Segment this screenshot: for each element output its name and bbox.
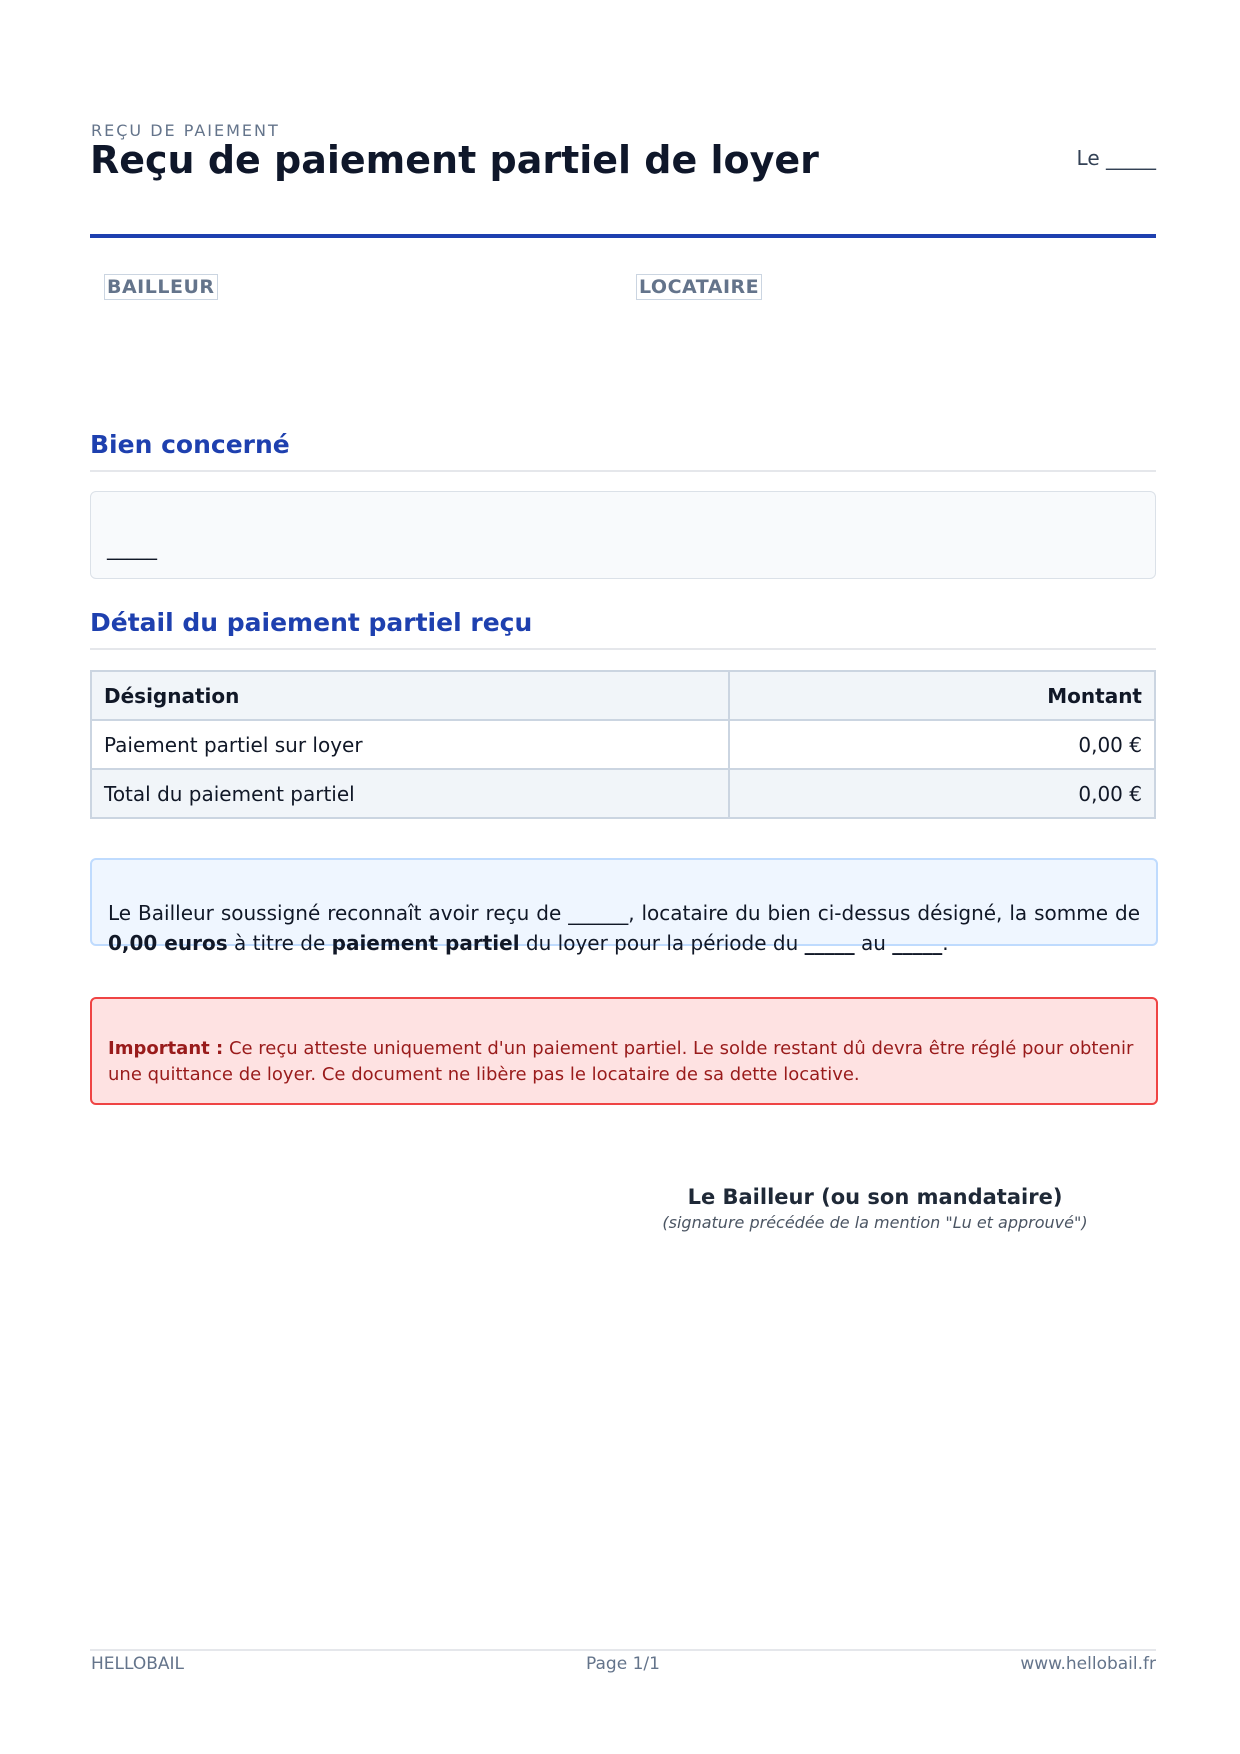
table-row — [91, 720, 1155, 769]
total-montant: 0,00 € — [729, 769, 1155, 818]
montant-header: Montant — [729, 671, 1155, 720]
bien-section-title: Bien concerné — [90, 430, 290, 459]
payment-detail-table — [90, 670, 1156, 819]
row-montant: 0,00 € — [729, 720, 1155, 769]
acknowledgement-box — [90, 858, 1158, 955]
signature-note: (signature précédée de la mention "Lu et approuvé") — [662, 1213, 1088, 1232]
acknowledgement-text — [108, 860, 1140, 958]
detail-section-rule — [90, 648, 1156, 650]
designation-header: Désignation — [91, 671, 729, 720]
header-rule — [90, 234, 1156, 238]
footer-page-number: Page 1/1 — [586, 1654, 660, 1674]
ack-part4: au — [854, 931, 893, 955]
bien-box — [90, 491, 1156, 579]
total-designation: Total du paiement partiel — [91, 769, 729, 818]
detail-section-title: Détail du paiement partiel reçu — [90, 608, 533, 637]
footer-website[interactable]: www.hellobail.fr — [1020, 1654, 1156, 1674]
signature-title: Le Bailleur (ou son mandataire) — [687, 1185, 1063, 1209]
important-notice — [90, 997, 1158, 1105]
ack-period-start: _____ — [804, 931, 855, 955]
locataire-label: LOCATAIRE — [636, 274, 762, 300]
footer-rule — [90, 1649, 1156, 1651]
document-kicker: REÇU DE PAIEMENT — [91, 121, 280, 140]
ack-part1: Le Bailleur soussigné reconnaît avoir reçu de ______, locataire du bien ci-dessus désigné, la somme de — [108, 901, 1140, 925]
ack-type: paiement partiel — [331, 931, 520, 955]
important-body: Ce reçu atteste uniquement d'un paiement partiel. Le solde restant dû devra être réglé pour obtenir une quittance de loyer. Ce document ne libère pas le locataire de sa dette locative. — [108, 1038, 1134, 1085]
ack-part5: . — [942, 931, 949, 955]
ack-period-end: _____ — [892, 931, 943, 955]
important-label: Important : — [108, 1038, 224, 1059]
ack-part3: du loyer pour la période du — [519, 931, 805, 955]
receipt-page — [90, 0, 1156, 1754]
important-text — [108, 999, 1140, 1088]
ack-amount: 0,00 euros — [108, 931, 228, 955]
ack-part2: à titre de — [227, 931, 332, 955]
bailleur-label: BAILLEUR — [104, 274, 218, 300]
document-title: Reçu de paiement partiel de loyer — [90, 138, 819, 182]
bien-section-rule — [90, 470, 1156, 472]
row-designation: Paiement partiel sur loyer — [91, 720, 729, 769]
table-header-row — [91, 671, 1155, 720]
footer-brand: HELLOBAIL — [91, 1654, 185, 1674]
table-total-row — [91, 769, 1155, 818]
document-date: Le _____ — [1076, 146, 1156, 170]
bien-value: _____ — [107, 536, 157, 560]
signature-block — [650, 1185, 1100, 1232]
